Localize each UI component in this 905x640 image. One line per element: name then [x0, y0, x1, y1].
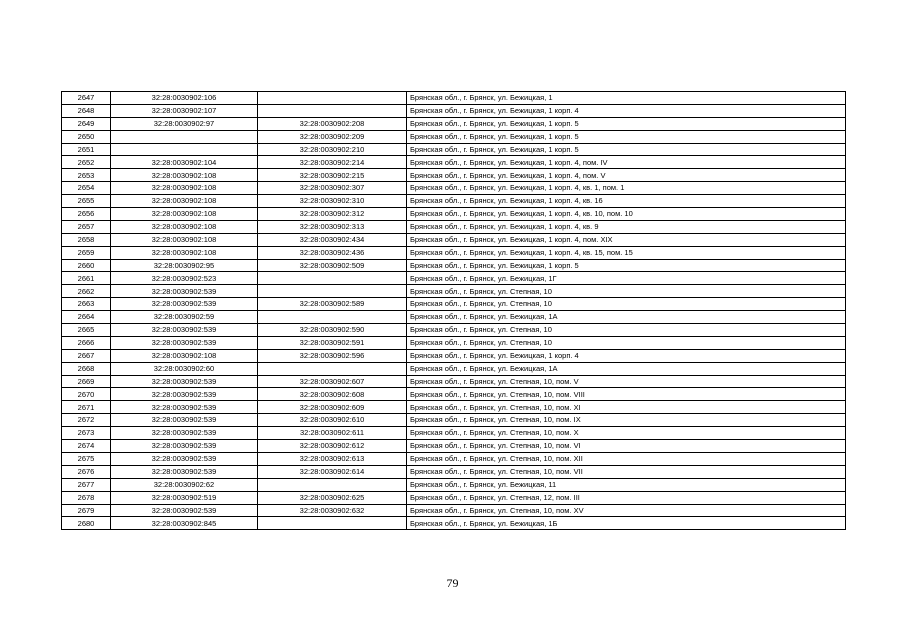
address-cell: Брянская обл., г. Брянск, ул. Бежицкая, 1 корп. 5 — [407, 130, 846, 143]
cadastral-number-cell: 32:28:0030902:539 — [111, 298, 258, 311]
secondary-cadastral-number-cell: 32:28:0030902:215 — [258, 169, 407, 182]
secondary-cadastral-number-cell: 32:28:0030902:625 — [258, 491, 407, 504]
secondary-cadastral-number-cell: 32:28:0030902:208 — [258, 117, 407, 130]
address-cell: Брянская обл., г. Брянск, ул. Бежицкая, 1А — [407, 311, 846, 324]
row-number-cell: 2647 — [62, 92, 111, 105]
secondary-cadastral-number-cell — [258, 517, 407, 530]
address-cell: Брянская обл., г. Брянск, ул. Степная, 10 — [407, 285, 846, 298]
table-row — [62, 388, 846, 401]
table-row — [62, 195, 846, 208]
row-number-cell: 2657 — [62, 220, 111, 233]
row-number-cell: 2650 — [62, 130, 111, 143]
secondary-cadastral-number-cell: 32:28:0030902:214 — [258, 156, 407, 169]
table-row — [62, 427, 846, 440]
address-cell: Брянская обл., г. Брянск, ул. Степная, 10, пом. VII — [407, 465, 846, 478]
row-number-cell: 2666 — [62, 336, 111, 349]
address-cell: Брянская обл., г. Брянск, ул. Бежицкая, 1 корп. 4 — [407, 104, 846, 117]
table-row — [62, 362, 846, 375]
table-row — [62, 285, 846, 298]
row-number-cell: 2648 — [62, 104, 111, 117]
cadastral-number-cell: 32:28:0030902:539 — [111, 440, 258, 453]
row-number-cell: 2659 — [62, 246, 111, 259]
cadastral-number-cell — [111, 130, 258, 143]
secondary-cadastral-number-cell — [258, 104, 407, 117]
secondary-cadastral-number-cell — [258, 478, 407, 491]
address-cell: Брянская обл., г. Брянск, ул. Степная, 10, пом. X — [407, 427, 846, 440]
secondary-cadastral-number-cell — [258, 92, 407, 105]
secondary-cadastral-number-cell: 32:28:0030902:312 — [258, 208, 407, 221]
address-cell: Брянская обл., г. Брянск, ул. Бежицкая, 1 корп. 5 — [407, 143, 846, 156]
secondary-cadastral-number-cell: 32:28:0030902:509 — [258, 259, 407, 272]
cadastral-number-cell: 32:28:0030902:108 — [111, 233, 258, 246]
table-row — [62, 504, 846, 517]
cadastral-number-cell: 32:28:0030902:108 — [111, 349, 258, 362]
table-row — [62, 517, 846, 530]
table-row — [62, 92, 846, 105]
address-cell: Брянская обл., г. Брянск, ул. Бежицкая, 1 корп. 4, кв. 10, пом. 10 — [407, 208, 846, 221]
address-cell: Брянская обл., г. Брянск, ул. Степная, 12, пом. III — [407, 491, 846, 504]
row-number-cell: 2652 — [62, 156, 111, 169]
table-row — [62, 324, 846, 337]
row-number-cell: 2651 — [62, 143, 111, 156]
cadastral-number-cell: 32:28:0030902:539 — [111, 375, 258, 388]
row-number-cell: 2654 — [62, 182, 111, 195]
table-row — [62, 311, 846, 324]
table-row — [62, 349, 846, 362]
row-number-cell: 2658 — [62, 233, 111, 246]
table-row — [62, 104, 846, 117]
secondary-cadastral-number-cell — [258, 311, 407, 324]
row-number-cell: 2656 — [62, 208, 111, 221]
secondary-cadastral-number-cell: 32:28:0030902:612 — [258, 440, 407, 453]
address-cell: Брянская обл., г. Брянск, ул. Степная, 10, пом. XV — [407, 504, 846, 517]
secondary-cadastral-number-cell: 32:28:0030902:434 — [258, 233, 407, 246]
secondary-cadastral-number-cell: 32:28:0030902:310 — [258, 195, 407, 208]
table-row — [62, 452, 846, 465]
table-row — [62, 401, 846, 414]
row-number-cell: 2677 — [62, 478, 111, 491]
address-cell: Брянская обл., г. Брянск, ул. Степная, 10 — [407, 298, 846, 311]
address-cell: Брянская обл., г. Брянск, ул. Бежицкая, 1 корп. 4, кв. 15, пом. 15 — [407, 246, 846, 259]
row-number-cell: 2680 — [62, 517, 111, 530]
page-number: 79 — [446, 576, 459, 590]
address-cell: Брянская обл., г. Брянск, ул. Бежицкая, 11 — [407, 478, 846, 491]
table-row — [62, 414, 846, 427]
row-number-cell: 2670 — [62, 388, 111, 401]
secondary-cadastral-number-cell: 32:28:0030902:611 — [258, 427, 407, 440]
secondary-cadastral-number-cell: 32:28:0030902:610 — [258, 414, 407, 427]
address-cell: Брянская обл., г. Брянск, ул. Степная, 10 — [407, 336, 846, 349]
table-row — [62, 169, 846, 182]
address-cell: Брянская обл., г. Брянск, ул. Степная, 10, пом. VI — [407, 440, 846, 453]
row-number-cell: 2662 — [62, 285, 111, 298]
table-row — [62, 233, 846, 246]
secondary-cadastral-number-cell: 32:28:0030902:210 — [258, 143, 407, 156]
row-number-cell: 2669 — [62, 375, 111, 388]
address-cell: Брянская обл., г. Брянск, ул. Бежицкая, 1 корп. 4, пом. XIX — [407, 233, 846, 246]
table-row — [62, 130, 846, 143]
row-number-cell: 2678 — [62, 491, 111, 504]
cadastral-number-cell: 32:28:0030902:108 — [111, 208, 258, 221]
address-cell: Брянская обл., г. Брянск, ул. Бежицкая, 1 корп. 4, кв. 1, пом. 1 — [407, 182, 846, 195]
row-number-cell: 2674 — [62, 440, 111, 453]
address-cell: Брянская обл., г. Брянск, ул. Бежицкая, 1Б — [407, 517, 846, 530]
cadastral-number-cell: 32:28:0030902:104 — [111, 156, 258, 169]
address-cell: Брянская обл., г. Брянск, ул. Бежицкая, 1Г — [407, 272, 846, 285]
secondary-cadastral-number-cell: 32:28:0030902:589 — [258, 298, 407, 311]
address-cell: Брянская обл., г. Брянск, ул. Бежицкая, 1 корп. 4 — [407, 349, 846, 362]
row-number-cell: 2663 — [62, 298, 111, 311]
address-cell: Брянская обл., г. Брянск, ул. Степная, 10 — [407, 324, 846, 337]
row-number-cell: 2671 — [62, 401, 111, 414]
table-row — [62, 298, 846, 311]
row-number-cell: 2660 — [62, 259, 111, 272]
cadastral-number-cell: 32:28:0030902:519 — [111, 491, 258, 504]
secondary-cadastral-number-cell: 32:28:0030902:632 — [258, 504, 407, 517]
address-cell: Брянская обл., г. Брянск, ул. Бежицкая, 1 корп. 5 — [407, 117, 846, 130]
secondary-cadastral-number-cell: 32:28:0030902:607 — [258, 375, 407, 388]
cadastral-number-cell: 32:28:0030902:539 — [111, 388, 258, 401]
cadastral-number-cell: 32:28:0030902:97 — [111, 117, 258, 130]
address-cell: Брянская обл., г. Брянск, ул. Степная, 10, пом. V — [407, 375, 846, 388]
address-cell: Брянская обл., г. Брянск, ул. Степная, 10, пом. XI — [407, 401, 846, 414]
table-row — [62, 246, 846, 259]
secondary-cadastral-number-cell: 32:28:0030902:596 — [258, 349, 407, 362]
cadastral-number-cell: 32:28:0030902:60 — [111, 362, 258, 375]
secondary-cadastral-number-cell — [258, 285, 407, 298]
row-number-cell: 2679 — [62, 504, 111, 517]
row-number-cell: 2664 — [62, 311, 111, 324]
table-row — [62, 156, 846, 169]
cadastral-number-cell: 32:28:0030902:539 — [111, 324, 258, 337]
cadastral-number-cell: 32:28:0030902:539 — [111, 285, 258, 298]
address-cell: Брянская обл., г. Брянск, ул. Бежицкая, 1 корп. 4, кв. 9 — [407, 220, 846, 233]
row-number-cell: 2649 — [62, 117, 111, 130]
secondary-cadastral-number-cell: 32:28:0030902:609 — [258, 401, 407, 414]
address-cell: Брянская обл., г. Брянск, ул. Бежицкая, 1А — [407, 362, 846, 375]
secondary-cadastral-number-cell: 32:28:0030902:614 — [258, 465, 407, 478]
registry-table-body — [62, 92, 846, 530]
cadastral-number-cell: 32:28:0030902:539 — [111, 427, 258, 440]
address-cell: Брянская обл., г. Брянск, ул. Степная, 10, пом. IX — [407, 414, 846, 427]
cadastral-number-cell: 32:28:0030902:107 — [111, 104, 258, 117]
row-number-cell: 2672 — [62, 414, 111, 427]
table-row — [62, 220, 846, 233]
secondary-cadastral-number-cell: 32:28:0030902:209 — [258, 130, 407, 143]
row-number-cell: 2673 — [62, 427, 111, 440]
cadastral-number-cell: 32:28:0030902:539 — [111, 504, 258, 517]
address-cell: Брянская обл., г. Брянск, ул. Бежицкая, 1 корп. 4, пом. V — [407, 169, 846, 182]
table-row — [62, 440, 846, 453]
table-row — [62, 375, 846, 388]
cadastral-number-cell: 32:28:0030902:539 — [111, 465, 258, 478]
row-number-cell: 2661 — [62, 272, 111, 285]
secondary-cadastral-number-cell: 32:28:0030902:608 — [258, 388, 407, 401]
secondary-cadastral-number-cell: 32:28:0030902:436 — [258, 246, 407, 259]
address-cell: Брянская обл., г. Брянск, ул. Бежицкая, 1 — [407, 92, 846, 105]
address-cell: Брянская обл., г. Брянск, ул. Бежицкая, 1 корп. 4, кв. 16 — [407, 195, 846, 208]
cadastral-number-cell: 32:28:0030902:108 — [111, 169, 258, 182]
secondary-cadastral-number-cell: 32:28:0030902:590 — [258, 324, 407, 337]
row-number-cell: 2665 — [62, 324, 111, 337]
table-row — [62, 143, 846, 156]
row-number-cell: 2675 — [62, 452, 111, 465]
cadastral-number-cell: 32:28:0030902:539 — [111, 414, 258, 427]
table-row — [62, 478, 846, 491]
cadastral-number-cell: 32:28:0030902:523 — [111, 272, 258, 285]
table-row — [62, 259, 846, 272]
secondary-cadastral-number-cell — [258, 362, 407, 375]
cadastral-number-cell: 32:28:0030902:108 — [111, 246, 258, 259]
address-cell: Брянская обл., г. Брянск, ул. Степная, 10, пом. VIII — [407, 388, 846, 401]
cadastral-number-cell: 32:28:0030902:106 — [111, 92, 258, 105]
row-number-cell: 2668 — [62, 362, 111, 375]
cadastral-number-cell: 32:28:0030902:108 — [111, 195, 258, 208]
cadastral-number-cell — [111, 143, 258, 156]
address-cell: Брянская обл., г. Брянск, ул. Бежицкая, 1 корп. 5 — [407, 259, 846, 272]
secondary-cadastral-number-cell: 32:28:0030902:307 — [258, 182, 407, 195]
secondary-cadastral-number-cell: 32:28:0030902:313 — [258, 220, 407, 233]
row-number-cell: 2676 — [62, 465, 111, 478]
cadastral-number-cell: 32:28:0030902:539 — [111, 401, 258, 414]
table-row — [62, 117, 846, 130]
table-row — [62, 182, 846, 195]
row-number-cell: 2653 — [62, 169, 111, 182]
secondary-cadastral-number-cell: 32:28:0030902:591 — [258, 336, 407, 349]
table-row — [62, 491, 846, 504]
table-row — [62, 336, 846, 349]
cadastral-number-cell: 32:28:0030902:59 — [111, 311, 258, 324]
row-number-cell: 2655 — [62, 195, 111, 208]
cadastral-number-cell: 32:28:0030902:108 — [111, 182, 258, 195]
table-row — [62, 465, 846, 478]
registry-table — [61, 91, 846, 530]
row-number-cell: 2667 — [62, 349, 111, 362]
address-cell: Брянская обл., г. Брянск, ул. Степная, 10, пом. XII — [407, 452, 846, 465]
cadastral-number-cell: 32:28:0030902:95 — [111, 259, 258, 272]
secondary-cadastral-number-cell: 32:28:0030902:613 — [258, 452, 407, 465]
address-cell: Брянская обл., г. Брянск, ул. Бежицкая, 1 корп. 4, пом. IV — [407, 156, 846, 169]
cadastral-number-cell: 32:28:0030902:539 — [111, 452, 258, 465]
cadastral-number-cell: 32:28:0030902:539 — [111, 336, 258, 349]
cadastral-number-cell: 32:28:0030902:108 — [111, 220, 258, 233]
table-row — [62, 272, 846, 285]
cadastral-number-cell: 32:28:0030902:845 — [111, 517, 258, 530]
table-row — [62, 208, 846, 221]
cadastral-number-cell: 32:28:0030902:62 — [111, 478, 258, 491]
secondary-cadastral-number-cell — [258, 272, 407, 285]
